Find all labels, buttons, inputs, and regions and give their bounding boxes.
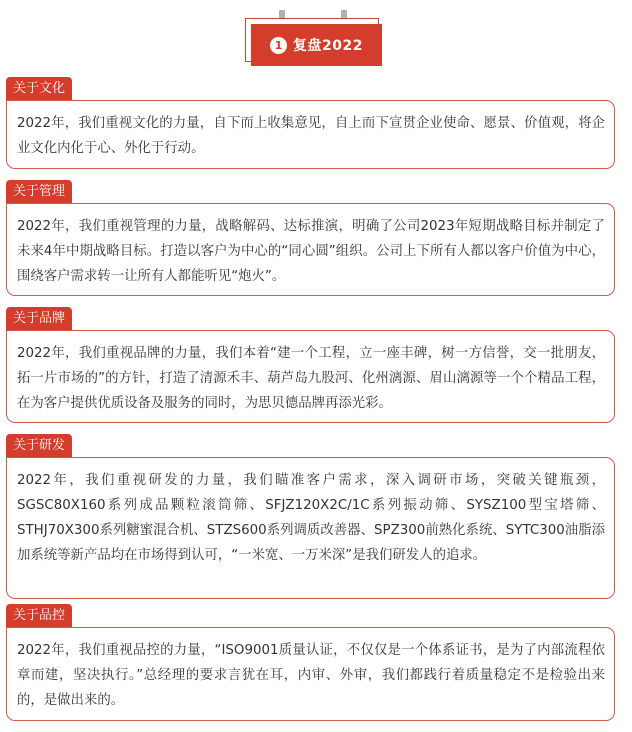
section-text: 2022年，我们重视品控的力量，“ISO9001质量认证，不仅仅是一个体系证书，是为了内部流程依章而建，坚决执行。”总经理的要求言犹在耳，内审、外审，我们都践行着质量稳定不是检验出来的，是做出来的。 bbox=[17, 643, 605, 708]
section-box bbox=[6, 100, 615, 169]
section-tag: 关于品控 bbox=[6, 604, 72, 627]
section-text: 2022年，我们重视研发的力量，我们瞄准客户需求，深入调研市场，突破关键瓶颈，SGSC80X160系列成品颗粒滚筒筛、SFJZ120X2C/1C系列振动筛、SYSZ100型宝塔筛、STHJ70X300系列糖蜜混合机、STZS600系列调质改善器、SPZ300前熟化系统、SYTC300油脂添加系统等新产品均在市场得到认可，“一米宽、一万米深”是我们研发人的追求。 bbox=[17, 473, 605, 563]
section-tag: 关于品牌 bbox=[6, 307, 72, 330]
section-tag: 关于管理 bbox=[6, 180, 72, 203]
section-box bbox=[6, 627, 615, 721]
section-text: 2022年，我们重视管理的力量，战略解码、达标推演，明确了公司2023年短期战略目标并制定了未来4年中期战略目标。打造以客户为中心的“同心圆”组织。公司上下所有人都以客户价值为中心，围绕客户需求转一让所有人都能听见“炮火”。 bbox=[17, 219, 605, 284]
banner-title: 复盘2022 bbox=[293, 38, 363, 54]
section-header-banner bbox=[245, 10, 385, 66]
banner-label bbox=[251, 24, 382, 66]
section-tag: 关于文化 bbox=[6, 77, 72, 100]
section-box bbox=[6, 330, 615, 423]
number-badge: 1 bbox=[270, 37, 287, 54]
section-box bbox=[6, 457, 615, 599]
section-tag: 关于研发 bbox=[6, 434, 72, 457]
section-text: 2022年，我们重视品牌的力量，我们本着“建一个工程，立一座丰碑，树一方信誉，交一批朋友，拓一片市场的”的方针，打造了清源禾丰、葫芦岛九股河、化州漓源、眉山漓源等一个个精品工程，在为客户提供优质设备及服务的同时，为思贝德品牌再添光彩。 bbox=[17, 346, 605, 411]
section-text: 2022年，我们重视文化的力量，自下而上收集意见，自上而下宣贯企业使命、愿景、价值观，将企业文化内化于心、外化于行动。 bbox=[17, 116, 605, 156]
section-box bbox=[6, 203, 615, 296]
